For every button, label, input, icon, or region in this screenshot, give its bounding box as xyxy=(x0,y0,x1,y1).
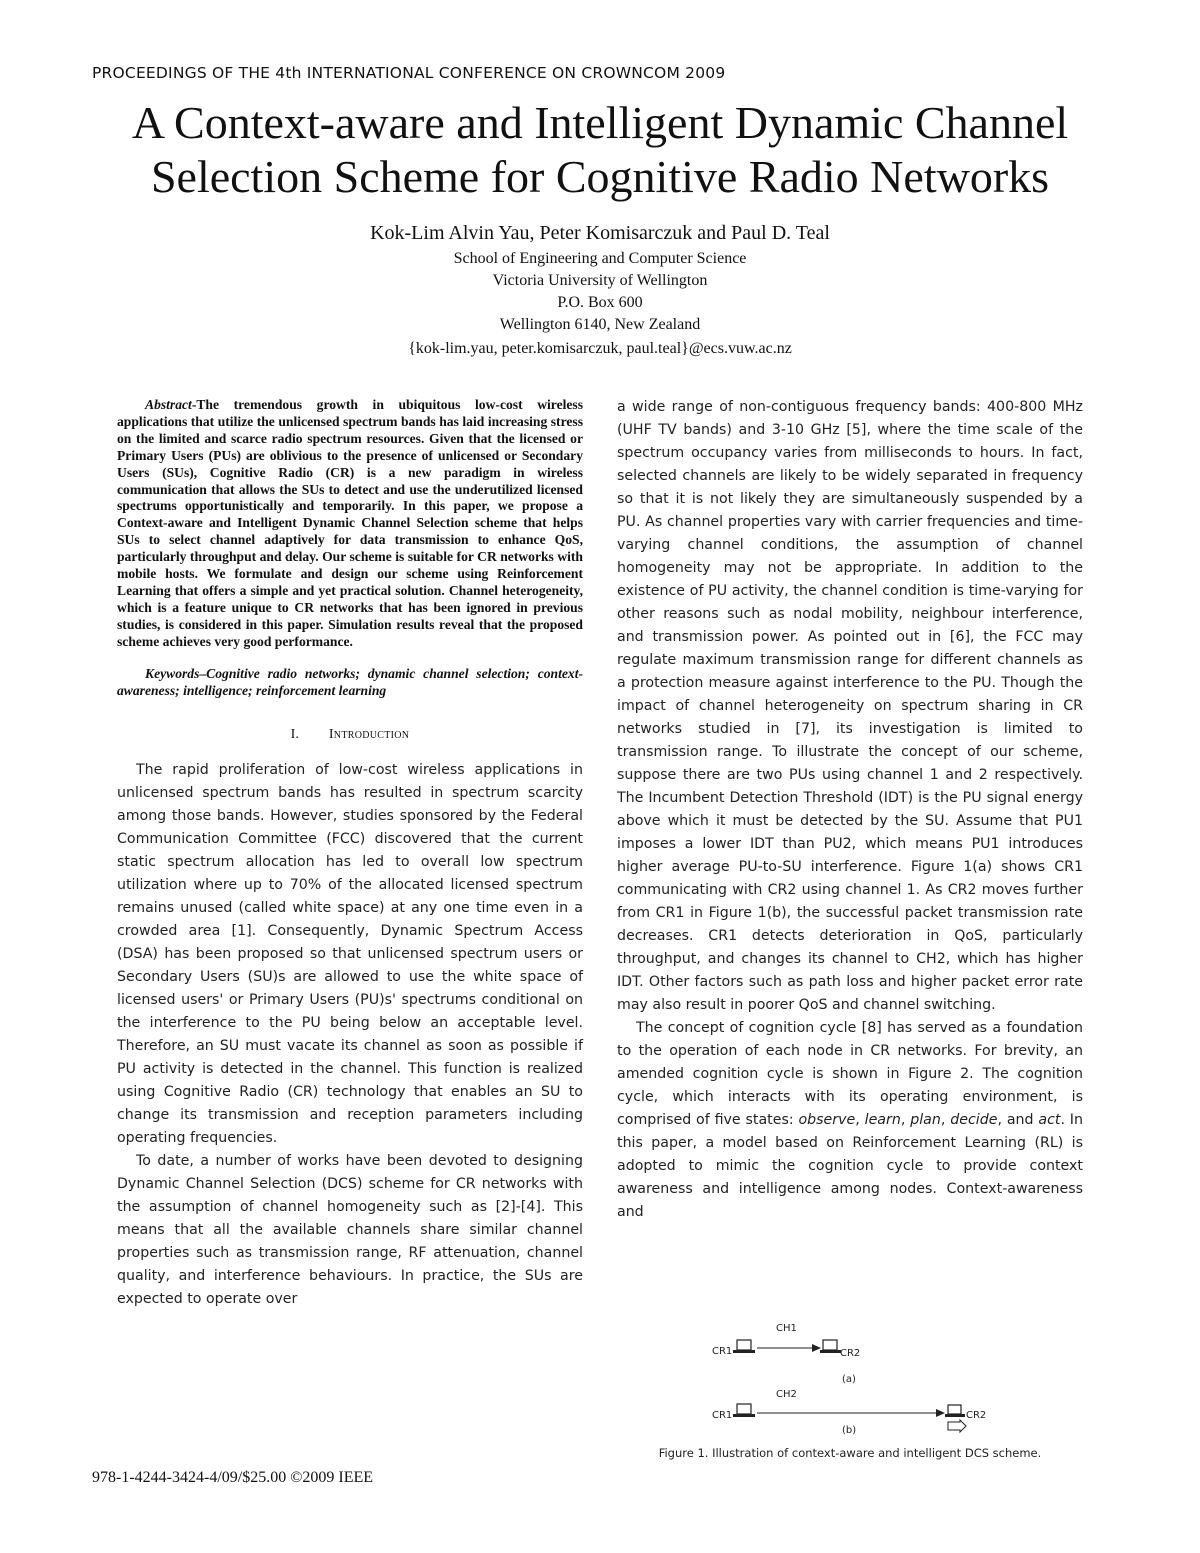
affiliation-university: Victoria University of Wellington xyxy=(492,272,708,289)
title-line-1: A Context-aware and Intelligent Dynamic Channel xyxy=(131,97,1069,148)
laptop-icon xyxy=(820,1340,841,1353)
laptop-icon xyxy=(733,1340,755,1353)
title-line-2: Selection Scheme for Cognitive Radio Networks xyxy=(150,151,1050,202)
label-a: (a) xyxy=(842,1374,856,1385)
right-column xyxy=(617,396,1083,1224)
abstract-lead: Abstract xyxy=(145,397,192,412)
section-number: I. xyxy=(290,726,299,742)
paper-title xyxy=(60,96,1140,204)
copyright-notice: 978-1-4244-3424-4/09/$25.00 ©2009 IEEE xyxy=(92,1469,374,1486)
abstract-text: -The tremendous growth in ubiquitous low-cost wireless applications that utilize the unlicensed spectrum bands has laid increasing stress on the limited and scarce radio spectrum resources. Given that the licensed or Primary Users (PUs) are oblivious to the presence of unlicensed or Secondary Users (SUs), Cognitive Radio (CR) is a new paradigm in wireless communication that allows the SUs to detect and use the underutilized licensed spectrums opportunistically and temporarily. In this paper, we propose a Context-aware and Intelligent Dynamic Channel Selection scheme that helps SUs to select channel adaptively for data transmission to enhance QoS, particularly throughput and delay. Our scheme is suitable for CR networks with mobile hosts. We formulate and design our scheme using Reinforcement Learning that offers a simple and yet practical solution. Channel heterogeneity, which is a feature unique to CR networks that has been ignored in previous studies, is considered in this paper. Simulation results reveal that the proposed scheme achieves very good performance. xyxy=(117,397,583,649)
cr1-label-b: CR1 xyxy=(712,1410,733,1421)
left-column xyxy=(117,397,583,1311)
paragraph-4-end: . In this paper, a model based on Reinforcement Learning (RL) is adopted to mimic the cognition cycle to provide context awareness and intelligence among nodes. Context-awareness and xyxy=(617,1112,1083,1220)
paragraph-2: To date, a number of works have been devoted to designing Dynamic Channel Selection (DCS) scheme for CR networks with the assumption of channel homogeneity such as [2]-[4]. This means that all the available channels share similar channel properties such as transmission range, RF attenuation, channel quality, and interference behaviours. In practice, the SUs are expected to operate over xyxy=(117,1152,583,1307)
laptop-icon xyxy=(733,1404,755,1417)
paragraph-4-start: The concept of cognition cycle [8] has served as a foundation to the operation of each node in CR networks. For brevity, an amended cognition cycle is shown in Figure 2. The cognition cycle, which interacts with its operating environment, is comprised of five states: xyxy=(617,1020,1083,1128)
abstract xyxy=(117,397,583,651)
state-observe: observe xyxy=(798,1112,856,1128)
ch2-label: CH2 xyxy=(776,1389,797,1400)
author-names: Kok-Lim Alvin Yau, Peter Komisarczuk and Paul D. Teal xyxy=(370,222,830,244)
paragraph-4: The concept of cognition cycle [8] has served as a foundation to the operation of each node in CR networks. For brevity, an amended cognition cycle is shown in Figure 2. The cognition cycle, which interacts with its operating environment, is comprised of five states: observe, learn, plan, decide, and act. In this paper, a model based on Reinforcement Learning (RL) is adopted to mimic the cognition cycle to provide context awareness and intelligence among nodes. Context-awareness and xyxy=(617,1020,1083,1220)
paragraph-3: a wide range of non-contiguous frequency bands: 400-800 MHz (UHF TV bands) and 3-10 GHz [5], where the time scale of the spectrum occupancy varies from milliseconds to hours. In fact, selected channels are likely to be widely separated in frequency so that it is not likely they are simultaneously suspended by a PU. As channel properties vary with carrier frequencies and time-varying channel conditions, the assumption of channel homogeneity may not be appropriate. In addition to the existence of PU activity, the channel condition is time-varying for other reasons such as nodal mobility, neighbour interference, and transmission power. As pointed out in [6], the FCC may regulate maximum transmission range for different channels as a protection measure against interference to the PU. Though the impact of channel heterogeneity on spectrum sharing in CR networks studied in [7], its investigation is limited to transmission range. To illustrate the concept of our scheme, suppose there are two PUs using channel 1 and 2 respectively. The Incumbent Detection Threshold (IDT) is the PU signal energy above which it must be detected by the SU. Assume that PU1 imposes a lower IDT than PU2, which means PU1 introduces higher average PU-to-SU interference. Figure 1(a) shows CR1 communicating with CR2 using channel 1. As CR2 moves further from CR1 in Figure 1(b), the successful packet transmission rate decreases. CR1 detects deterioration in QoS, particularly throughput, and changes its channel to CH2, which has higher IDT. Other factors such as path loss and higher packet error rate may also result in poorer QoS and channel switching. xyxy=(617,399,1083,1013)
arrow-head-a xyxy=(812,1344,821,1352)
laptop-icon xyxy=(945,1405,965,1417)
arrow-head-b xyxy=(936,1409,945,1417)
state-and: and xyxy=(1006,1112,1034,1128)
section-name: Introduction xyxy=(328,726,410,742)
running-header: PROCEEDINGS OF THE 4th INTERNATIONAL CONFERENCE ON CROWNCOM 2009 xyxy=(92,64,726,82)
cr1-label-a: CR1 xyxy=(712,1346,733,1357)
state-learn: learn xyxy=(864,1112,901,1128)
cr2-label-a: CR2 xyxy=(840,1348,861,1359)
figure-1-diagram xyxy=(700,1316,1000,1440)
keywords: Keywords–Cognitive radio networks; dynamic channel selection; context-awareness; intelligence; reinforcement learning xyxy=(117,665,583,698)
state-decide: decide xyxy=(950,1112,998,1128)
label-b: (b) xyxy=(842,1425,857,1436)
paragraph-1: The rapid proliferation of low-cost wireless applications in unlicensed spectrum bands has resulted in spectrum scarcity among those bands. However, studies sponsored by the Federal Communication Committee (FCC) discovered that the current static spectrum allocation has led to overall low spectrum utilization where up to 70% of the allocated licensed spectrum remains unused (called white space) at any one time even in a crowded area [1]. Consequently, Dynamic Spectrum Access (DSA) has been proposed so that unlicensed spectrum users or Secondary Users (SU)s are allowed to use the white space of licensed users' or Primary Users (PU)s' spectrums conditional on the interference to the PU being below an acceptable level. Therefore, an SU must vacate its channel as soon as possible if PU activity is detected in the channel. This function is realized using Cognitive Radio (CR) technology that enables an SU to change its transmission and reception parameters including operating frequencies. xyxy=(117,761,583,1146)
state-act: act xyxy=(1038,1112,1061,1128)
state-plan: plan xyxy=(910,1112,941,1128)
figure-1-caption: Figure 1. Illustration of context-aware and intelligent DCS scheme. xyxy=(658,1446,1042,1460)
movement-arrow-icon xyxy=(948,1420,966,1432)
ch1-label: CH1 xyxy=(776,1323,797,1334)
author-emails: {kok-lim.yau, peter.komisarczuk, paul.teal}@ecs.vuw.ac.nz xyxy=(408,340,792,357)
cr2-label-b: CR2 xyxy=(966,1410,987,1421)
affiliation-city: Wellington 6140, New Zealand xyxy=(499,316,701,333)
affiliation-school: School of Engineering and Computer Science xyxy=(453,250,747,267)
affiliation-pobox: P.O. Box 600 xyxy=(557,294,643,311)
section-heading-introduction xyxy=(117,727,583,743)
